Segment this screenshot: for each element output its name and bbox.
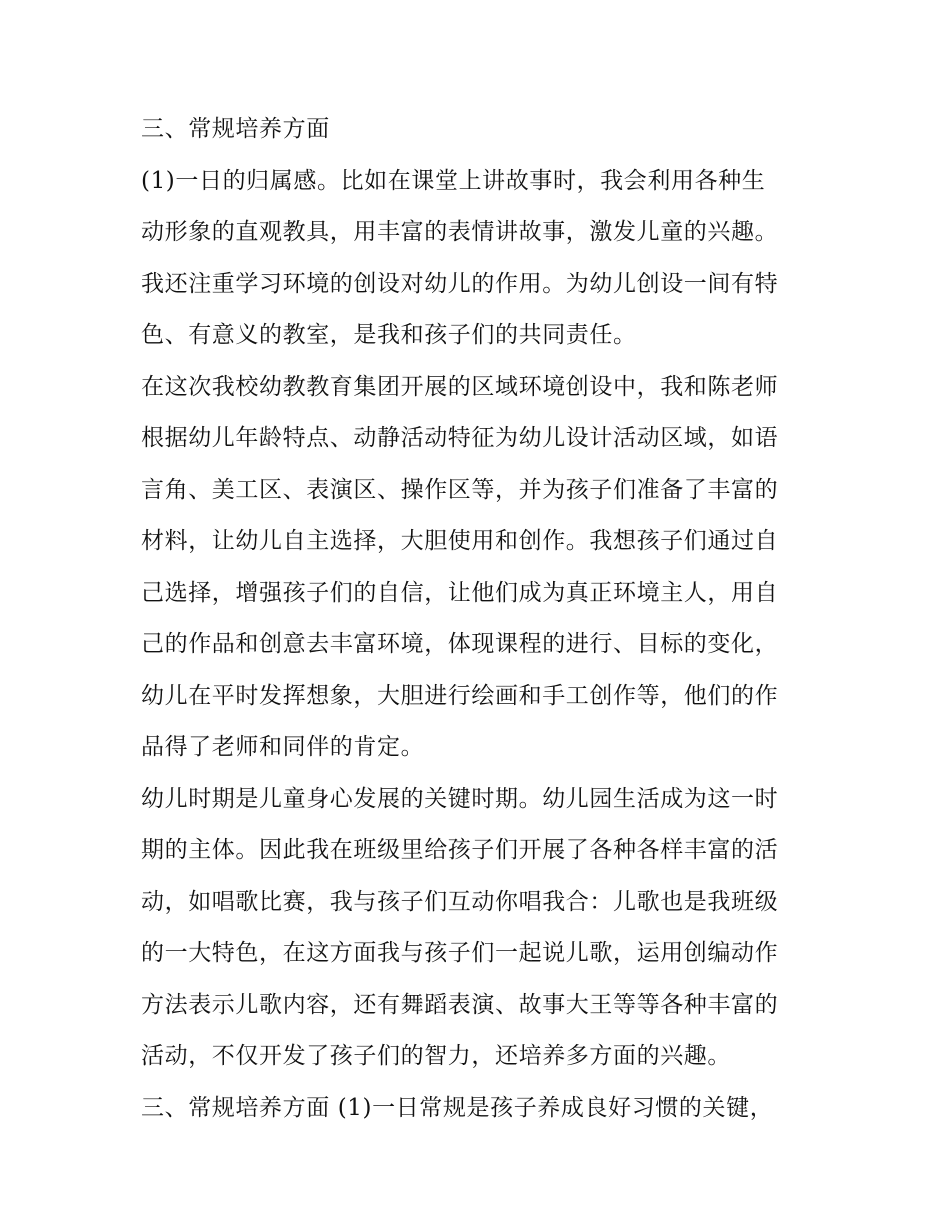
text-line: 动，如唱歌比赛，我与孩子们互动你唱我合：儿歌也是我班级 (141, 888, 779, 915)
text-line: 动形象的直观教具，用丰富的表情讲故事，激发儿童的兴趣。 (141, 219, 779, 245)
text-line: 方法表示儿歌内容，还有舞蹈表演、故事大王等等各种丰富的 (141, 991, 779, 1018)
text-line: 品得了老师和同伴的肯定。 (141, 734, 425, 760)
text-line: 言角、美工区、表演区、操作区等，并为孩子们准备了丰富的 (141, 476, 779, 503)
document-body (141, 104, 813, 1134)
text-line: 在这次我校幼教教育集团开展的区域环境创设中，我和陈老师 (141, 373, 779, 400)
text-line: 材料，让幼儿自主选择，大胆使用和创作。我想孩子们通过自 (141, 528, 779, 554)
text-line: (1)一日的归属感。比如在课堂上讲故事时，我会利用各种生 (141, 167, 766, 194)
text-line: 幼儿时期是儿童身心发展的关键时期。幼儿园生活成为这一时 (141, 785, 779, 812)
heading-routine-training: 三、常规培养方面 (141, 116, 330, 142)
text-line: 幼儿在平时发挥想象，大胆进行绘画和手工创作等，他们的作 (141, 682, 779, 709)
text-line: 活动，不仅开发了孩子们的智力，还培养多方面的兴趣。 (141, 1043, 731, 1069)
text-line: 根据幼儿年龄特点、动静活动特征为幼儿设计活动区域，如语 (141, 425, 779, 451)
text-line: 的一大特色，在这方面我与孩子们一起说儿歌，运用创编动作 (141, 940, 779, 966)
text-line: 三、常规培养方面 (1)一日常规是孩子养成良好习惯的关键， (141, 1094, 774, 1121)
text-line: 我还注重学习环境的创设对幼儿的作用。为幼儿创设一间有特 (141, 270, 779, 297)
text-line: 己选择，增强孩子们的自信，让他们成为真正环境主人，用自 (141, 579, 779, 606)
text-line: 期的主体。因此我在班级里给孩子们开展了各种各样丰富的活 (141, 837, 779, 863)
text-line: 己的作品和创意去丰富环境，体现课程的进行、目标的变化， (141, 631, 779, 657)
text-line: 色、有意义的教室，是我和孩子们的共同责任。 (141, 322, 637, 348)
